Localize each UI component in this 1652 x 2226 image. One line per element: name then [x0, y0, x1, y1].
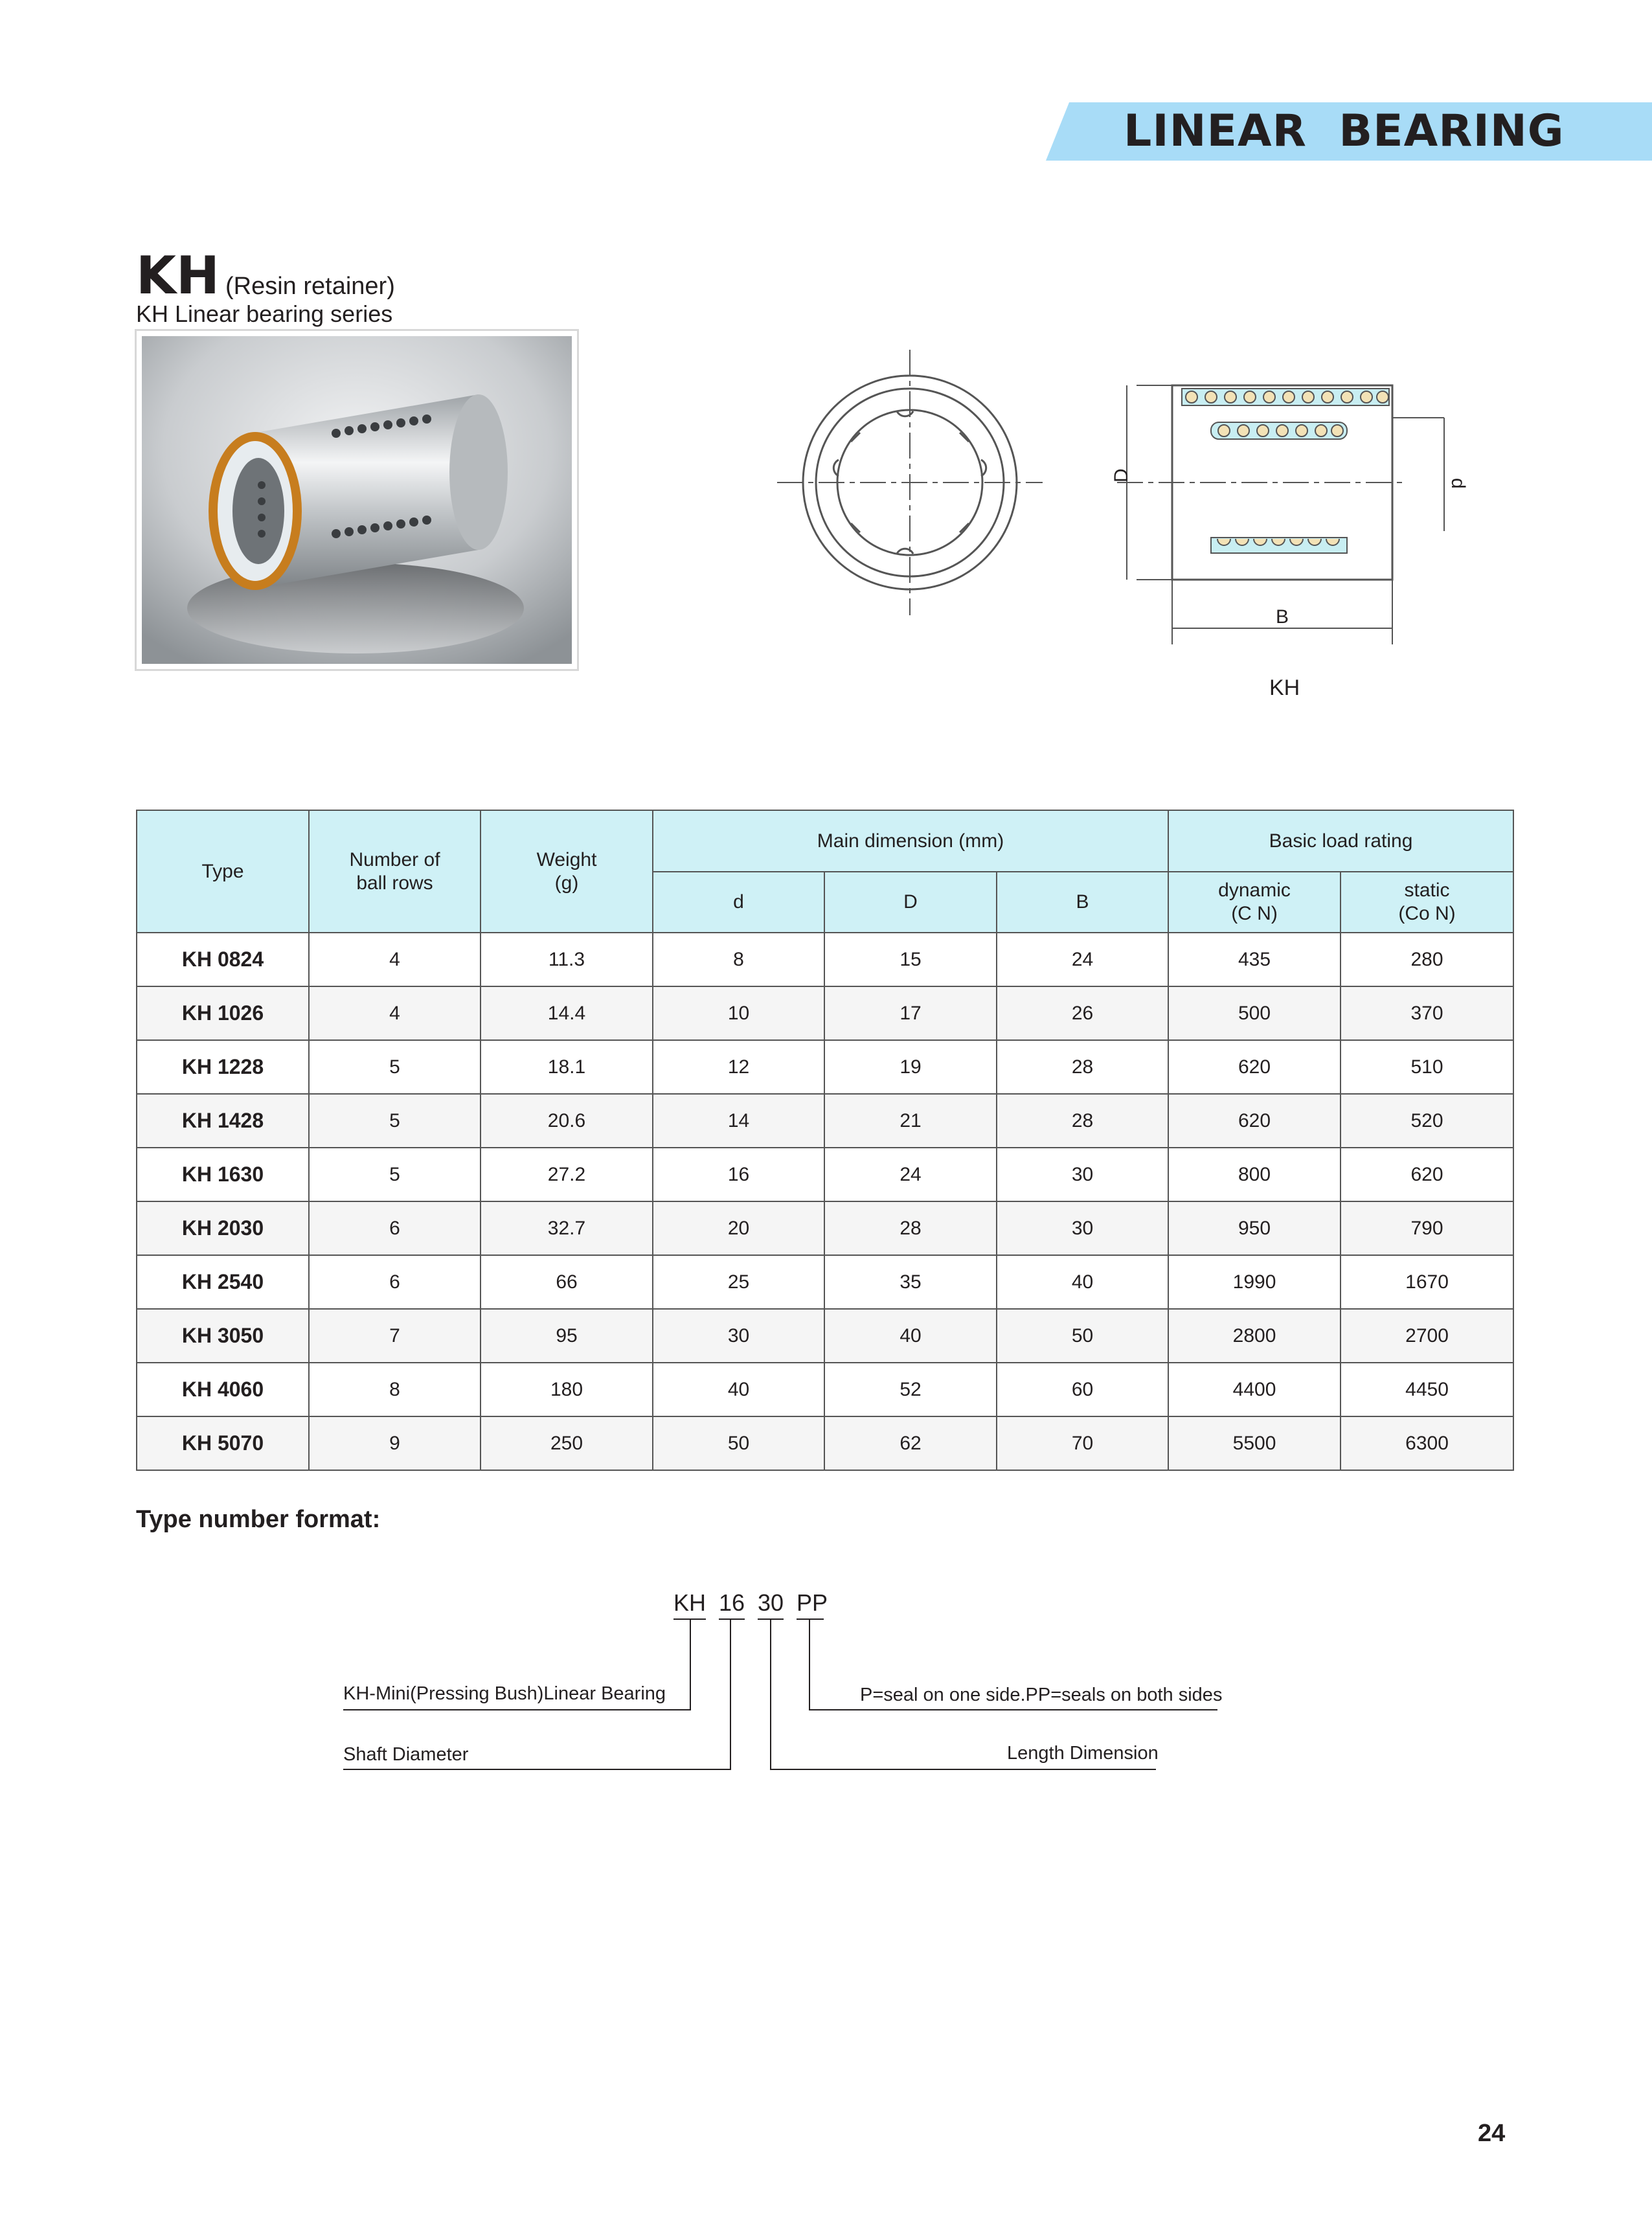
- desc-seal: P=seal on one side.PP=seals on both sides: [860, 1685, 1223, 1705]
- cell-weight: 27.2: [481, 1148, 653, 1201]
- cell-D: 40: [824, 1309, 997, 1363]
- cell-balls: 4: [309, 933, 481, 986]
- header-ball-rows-line2: ball rows: [356, 872, 433, 894]
- table-row: [137, 1255, 1513, 1309]
- cell-weight: 14.4: [481, 986, 653, 1040]
- code-part-seal: PP: [797, 1589, 828, 1616]
- cell-static: 280: [1341, 933, 1513, 986]
- label-d: d: [1447, 478, 1469, 489]
- header-weight-line1: Weight: [536, 848, 597, 870]
- table-row: [137, 1309, 1513, 1363]
- spec-table: [136, 810, 1514, 1471]
- header-dynamic-line2: (C N): [1231, 903, 1278, 924]
- cell-weight: 32.7: [481, 1201, 653, 1255]
- table-row: [137, 986, 1513, 1040]
- drawing-caption: KH: [1269, 676, 1300, 700]
- cell-dynamic: 500: [1168, 986, 1341, 1040]
- cell-D: 28: [824, 1201, 997, 1255]
- cell-balls: 6: [309, 1201, 481, 1255]
- cell-type: KH 2540: [137, 1255, 309, 1309]
- cell-dynamic: 800: [1168, 1148, 1341, 1201]
- cell-type: KH 1228: [137, 1040, 309, 1094]
- series-note: (Resin retainer): [225, 273, 395, 300]
- cell-type: KH 3050: [137, 1309, 309, 1363]
- header-static-line1: static: [1404, 880, 1450, 901]
- cell-dynamic: 4400: [1168, 1363, 1341, 1416]
- cell-d: 8: [653, 933, 824, 986]
- cell-dynamic: 435: [1168, 933, 1341, 986]
- header-type: Type: [137, 810, 309, 933]
- cell-balls: 8: [309, 1363, 481, 1416]
- cell-weight: 66: [481, 1255, 653, 1309]
- table-row: [137, 933, 1513, 986]
- cell-weight: 180: [481, 1363, 653, 1416]
- header-d: d: [653, 872, 824, 933]
- cell-B: 28: [997, 1040, 1168, 1094]
- code-part-length: 30: [758, 1589, 784, 1616]
- cell-type: KH 1630: [137, 1148, 309, 1201]
- cell-B: 50: [997, 1309, 1168, 1363]
- type-format-title: Type number format:: [136, 1506, 381, 1533]
- code-part-shaft: 16: [719, 1589, 745, 1616]
- desc-series: KH-Mini(Pressing Bush)Linear Bearing: [343, 1683, 666, 1704]
- page-number: 24: [1478, 2120, 1506, 2147]
- cell-B: 40: [997, 1255, 1168, 1309]
- cell-d: 14: [653, 1094, 824, 1148]
- cell-B: 24: [997, 933, 1168, 986]
- cell-dynamic: 5500: [1168, 1416, 1341, 1470]
- label-D: D: [1111, 468, 1132, 483]
- cell-D: 15: [824, 933, 997, 986]
- cell-weight: 18.1: [481, 1040, 653, 1094]
- cell-static: 370: [1341, 986, 1513, 1040]
- cell-d: 10: [653, 986, 824, 1040]
- cell-static: 520: [1341, 1094, 1513, 1148]
- cell-type: KH 5070: [137, 1416, 309, 1470]
- desc-length: Length Dimension: [1007, 1743, 1159, 1764]
- table-row: [137, 1094, 1513, 1148]
- header-static: [1341, 872, 1513, 933]
- header-load-rating: Basic load rating: [1168, 810, 1513, 872]
- cell-D: 35: [824, 1255, 997, 1309]
- cell-B: 70: [997, 1416, 1168, 1470]
- cell-D: 17: [824, 986, 997, 1040]
- cell-dynamic: 2800: [1168, 1309, 1341, 1363]
- cell-static: 510: [1341, 1040, 1513, 1094]
- cell-d: 12: [653, 1040, 824, 1094]
- table-row: [137, 1148, 1513, 1201]
- header-dynamic: [1168, 872, 1341, 933]
- cell-balls: 7: [309, 1309, 481, 1363]
- cell-weight: 20.6: [481, 1094, 653, 1148]
- cell-balls: 9: [309, 1416, 481, 1470]
- cell-static: 1670: [1341, 1255, 1513, 1309]
- cell-static: 4450: [1341, 1363, 1513, 1416]
- cell-D: 62: [824, 1416, 997, 1470]
- cell-dynamic: 950: [1168, 1201, 1341, 1255]
- cell-D: 24: [824, 1148, 997, 1201]
- cell-d: 50: [653, 1416, 824, 1470]
- product-photo: [135, 329, 579, 671]
- cell-type: KH 0824: [137, 933, 309, 986]
- cell-B: 30: [997, 1201, 1168, 1255]
- cell-B: 28: [997, 1094, 1168, 1148]
- cell-type: KH 4060: [137, 1363, 309, 1416]
- header-B: B: [997, 872, 1168, 933]
- cell-B: 26: [997, 986, 1168, 1040]
- header-weight: [481, 810, 653, 933]
- cell-balls: 5: [309, 1040, 481, 1094]
- cell-balls: 5: [309, 1148, 481, 1201]
- cell-D: 19: [824, 1040, 997, 1094]
- header-D: D: [824, 872, 997, 933]
- header-dynamic-line1: dynamic: [1218, 880, 1291, 901]
- cell-dynamic: 1990: [1168, 1255, 1341, 1309]
- table-row: [137, 1201, 1513, 1255]
- code-part-series: KH: [673, 1589, 707, 1616]
- cell-D: 52: [824, 1363, 997, 1416]
- cell-balls: 5: [309, 1094, 481, 1148]
- cell-dynamic: 620: [1168, 1094, 1341, 1148]
- cell-d: 30: [653, 1309, 824, 1363]
- header-ball-rows-line1: Number of: [349, 848, 440, 870]
- cell-type: KH 1026: [137, 986, 309, 1040]
- cell-type: KH 2030: [137, 1201, 309, 1255]
- bearing-drawing: [764, 350, 1477, 654]
- header-static-line2: (Co N): [1398, 903, 1456, 924]
- cell-D: 21: [824, 1094, 997, 1148]
- cell-dynamic: 620: [1168, 1040, 1341, 1094]
- series-code: KH: [136, 245, 220, 306]
- page-title: LINEAR BEARING: [1124, 106, 1565, 157]
- label-B: B: [1276, 606, 1289, 628]
- cell-balls: 4: [309, 986, 481, 1040]
- header-weight-line2: (g): [554, 872, 579, 894]
- cell-d: 40: [653, 1363, 824, 1416]
- cell-d: 20: [653, 1201, 824, 1255]
- header-banner: [1046, 102, 1652, 161]
- cell-static: 620: [1341, 1148, 1513, 1201]
- cell-B: 60: [997, 1363, 1168, 1416]
- table-row: [137, 1363, 1513, 1416]
- desc-shaft: Shaft Diameter: [343, 1744, 469, 1765]
- cell-weight: 250: [481, 1416, 653, 1470]
- cell-type: KH 1428: [137, 1094, 309, 1148]
- cell-weight: 11.3: [481, 933, 653, 986]
- cell-d: 16: [653, 1148, 824, 1201]
- cell-static: 2700: [1341, 1309, 1513, 1363]
- cell-balls: 6: [309, 1255, 481, 1309]
- cell-d: 25: [653, 1255, 824, 1309]
- header-ball-rows: [309, 810, 481, 933]
- linear-bearing-photo: [142, 336, 572, 664]
- cell-static: 790: [1341, 1201, 1513, 1255]
- cell-weight: 95: [481, 1309, 653, 1363]
- series-subtitle: KH Linear bearing series: [136, 301, 393, 327]
- table-row: [137, 1040, 1513, 1094]
- cell-static: 6300: [1341, 1416, 1513, 1470]
- header-main-dimension: Main dimension (mm): [653, 810, 1168, 872]
- cell-B: 30: [997, 1148, 1168, 1201]
- table-row: [137, 1416, 1513, 1470]
